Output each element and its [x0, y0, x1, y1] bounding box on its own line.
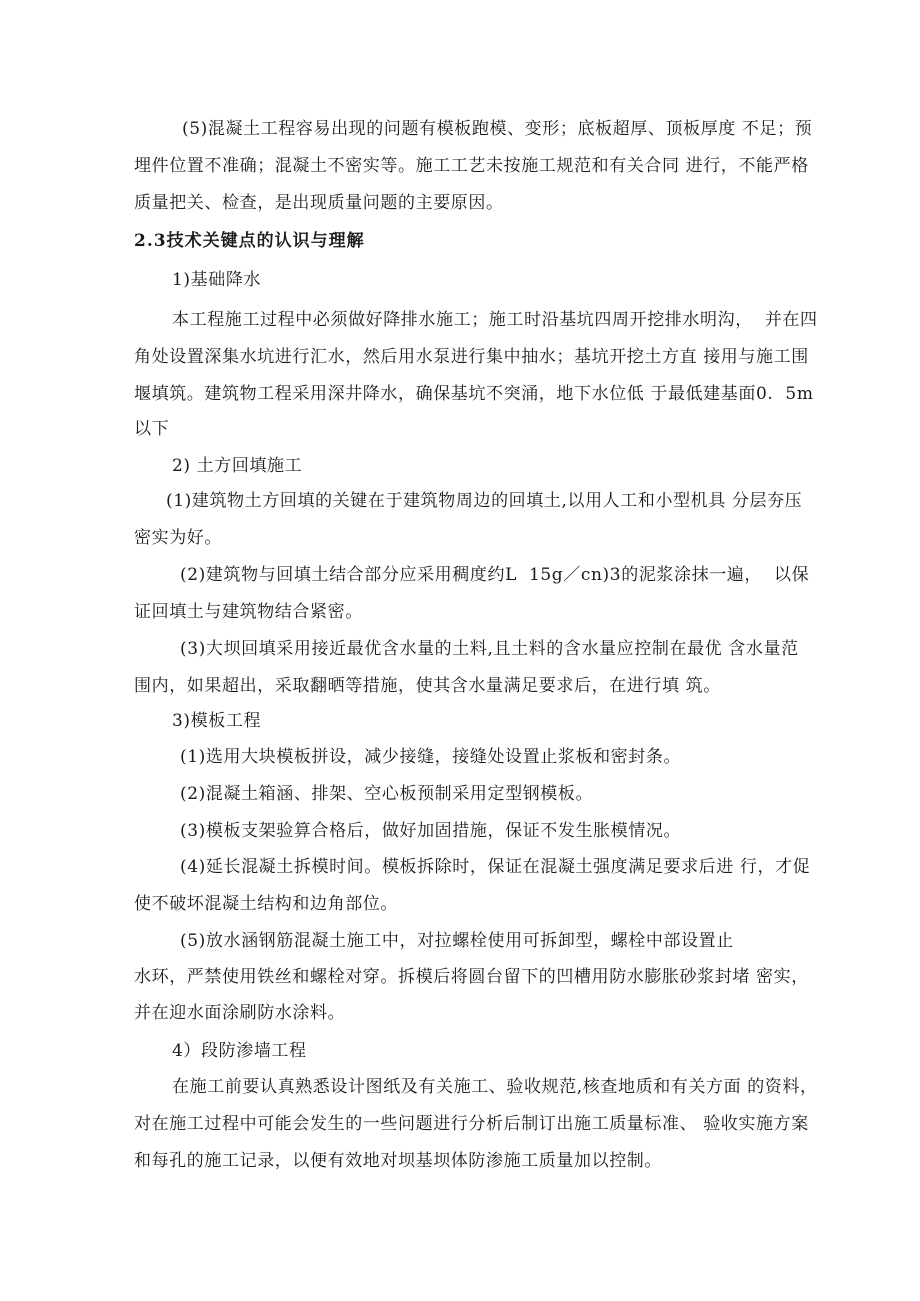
- paragraph-line: 并在迎水面涂刷防水涂料。: [134, 1003, 346, 1023]
- paragraph-line: 围内，如果超出，采取翻晒等措施，使其含水量满足要求后，在进行填 筑。: [134, 676, 721, 696]
- paragraph-line: (3)模板支架验算合格后，做好加固措施，保证不发生胀模情况。: [180, 821, 682, 841]
- paragraph-line: (1)选用大块模板拼设，减少接缝，接缝处设置止浆板和密封条。: [180, 747, 682, 767]
- paragraph-line: (2)建筑物与回填土结合部分应采用稠度约L 15g／cn)3的泥浆涂抹一遍， 以保: [180, 565, 810, 585]
- paragraph-line: 角处设置深集水坑进行汇水，然后用水泵进行集中抽水；基坑开挖土方直 接用与施工围: [134, 347, 809, 367]
- paragraph-line: 埋件位置不准确；混凝土不密实等。施工工艺未按施工规范和有关合同 进行，不能严格: [134, 156, 809, 176]
- paragraph-line: 以下: [134, 419, 170, 439]
- paragraph-line: 和每孔的施工记录，以便有效地对坝基坝体防渗施工质量加以控制。: [134, 1151, 662, 1171]
- paragraph-line: (5)混凝土工程容易出现的问题有模板跑模、变形；底板超厚、顶板厚度 不足；预: [182, 119, 813, 139]
- subsection-title: 4）段防渗墙工程: [172, 1041, 307, 1061]
- paragraph-line: 本工程施工过程中必须做好降排水施工；施工时沿基坑四周开挖排水明沟， 并在四: [172, 310, 818, 330]
- paragraph-line: (1)建筑物土方回填的关键在于建筑物周边的回填土,以用人工和小型机具 分层夯压: [166, 491, 803, 511]
- subsection-title: 1)基础降水: [172, 270, 262, 290]
- paragraph-line: 使不破坏混凝土结构和边角部位。: [134, 894, 398, 914]
- subsection-title: 2) 土方回填施工: [172, 456, 303, 476]
- paragraph-line: (5)放水涵钢筋混凝土施工中，对拉螺栓使用可拆卸型，螺栓中部设置止: [180, 931, 734, 951]
- paragraph-line: 密实为好。: [134, 528, 222, 548]
- paragraph-line: (4)延长混凝土拆模时间。模板拆除时，保证在混凝土强度满足要求后进 行，才促: [180, 857, 811, 877]
- paragraph-line: 质量把关、检查，是出现质量问题的主要原因。: [134, 193, 504, 213]
- paragraph-line: (3)大坝回填采用接近最优含水量的土料,且土料的含水量应控制在最优 含水量范: [180, 639, 799, 659]
- paragraph-line: 堰填筑。建筑物工程采用深井降水，确保基坑不突涌，地下水位低 于最低建基面0. 5m: [134, 384, 814, 404]
- paragraph-line: 对在施工过程中可能会发生的一些问题进行分析后制订出施工质量标准、 验收实施方案: [134, 1114, 809, 1134]
- paragraph-line: (2)混凝土箱涵、排架、空心板预制采用定型钢模板。: [180, 784, 594, 804]
- paragraph-line: 水环，严禁使用铁丝和螺栓对穿。拆模后将圆台留下的凹槽用防水膨胀砂浆封堵 密实，: [134, 967, 809, 987]
- paragraph-line: 在施工前要认真熟悉设计图纸及有关施工、验收规范,核查地质和有关方面 的资料，: [172, 1077, 818, 1097]
- paragraph-line: 证回填土与建筑物结合紧密。: [134, 602, 363, 622]
- section-heading: 2.3技术关键点的认识与理解: [134, 231, 365, 251]
- subsection-title: 3)模板工程: [172, 711, 262, 731]
